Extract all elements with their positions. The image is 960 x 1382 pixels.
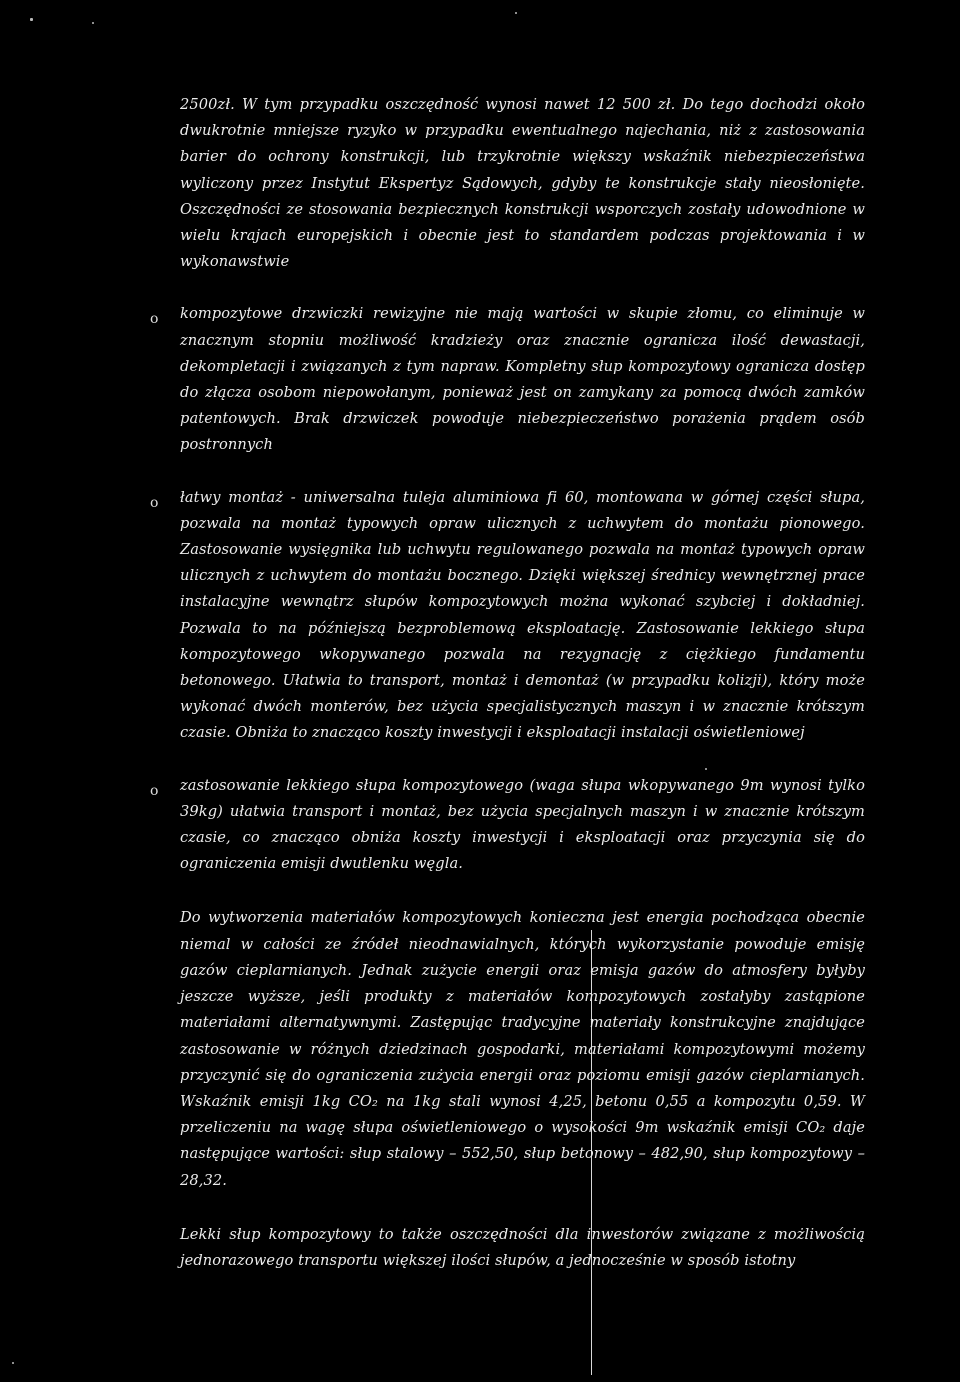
bullet-icon: o xyxy=(150,311,159,328)
list-item xyxy=(150,485,865,747)
list-item xyxy=(150,773,865,878)
document-body xyxy=(150,92,865,1274)
paragraph-energy: Do wytworzenia materiałów kompozytowych konieczna jest energia pochodząca obecnie niemal w całości ze źródeł nieodnawialnych, których wykorzystanie powoduje emisję gazów cieplarnianych. Jednak zużycie energii oraz emisja gazów do atmosfery byłyby jeszcze wyższe, jeśli produkty z materiałów kompozytowych zostałyby zastąpione materiałami alternatywnymi. Zastępując tradycyjne materiały konstrukcyjne znajdujące zastosowanie w różnych dziedzinach gospodarki, materiałami kompozytowymi możemy przyczynić się do ograniczenia zużycia energii oraz poziomu emisji gazów cieplarnianych. Wskaźnik emisji 1kg CO₂ na 1kg stali wynosi 4,25, betonu 0,55 a kompozytu 0,59. W przeliczeniu na wagę słupa oświetleniowego o wysokości 9m wskaźnik emisji CO₂ daje następujące wartości: słup stalowy – 552,50, słup betonowy – 482,90, słup kompozytowy – 28,32. xyxy=(180,909,865,1189)
bullet-icon: o xyxy=(150,782,159,799)
paragraph-intro: 2500zł. W tym przypadku oszczędność wynosi nawet 12 500 zł. Do tego dochodzi około dwukrotnie mniejsze ryzyko w przypadku ewentualnego najechania, niż z zastosowania barier do ochrony konstrukcji, lub trzykrotnie większy wskaźnik niebezpieczeństwa wyliczony przez Instytut Ekspertyz Sądowych, gdyby te konstrukcje stały nieosłonięte. Oszczędności ze stosowania bezpiecznych konstrukcji wsporczych zostały udowodnione w wielu krajach europejskich i obecnie jest to standardem podczas projektowania i w wykonawstwie xyxy=(180,96,865,271)
paragraph-closing: Lekki słup kompozytowy to także oszczędności dla inwestorów związane z możliwością jednorazowego transportu większej ilości słupów, a jednocześnie w sposób istotny xyxy=(180,1225,865,1269)
list-item-text: zastosowanie lekkiego słupa kompozytowego (waga słupa wkopywanego 9m wynosi tylko 39kg) ułatwia transport i montaż, bez użycia specjalnych maszyn i w znacznie krótszym czasie, co znacząco obniża koszty inwestycji i eksploatacji oraz przyczynia się do ograniczenia emisji dwutlenku węgla. xyxy=(180,776,865,873)
list-item xyxy=(150,301,865,458)
scan-speck xyxy=(12,1362,14,1364)
bullet-icon: o xyxy=(150,494,159,511)
list-item-text: kompozytowe drzwiczki rewizyjne nie mają wartości w skupie złomu, co eliminuje w znacznym stopniu możliwość kradzieży oraz znacznie ogranicza ilość dewastacji, dekompletacji i związanych z tym napraw. Kompletny słup kompozytowy ogranicza dostęp do złącza osobom niepowołanym, ponieważ jest on zamykany za pomocą dwóch zamków patentowych. Brak drzwiczek powoduje niebezpieczeństwo porażenia prądem osób postronnych xyxy=(180,305,865,454)
scan-speck xyxy=(30,18,33,21)
scan-speck xyxy=(515,12,517,14)
scan-speck xyxy=(92,22,94,24)
list-item-text: łatwy montaż - uniwersalna tuleja aluminiowa fi 60, montowana w górnej części słupa, pozwala na montaż typowych opraw ulicznych z uchwytem do montażu pionowego. Zastosowanie wysięgnika lub uchwytu regulowanego pozwala na montaż typowych opraw ulicznych z uchwytem do montażu bocznego. Dzięki większej średnicy wewnętrznej prace instalacyjne wewnątrz słupów kompozytowych można wykonać szybciej i dokładniej. Pozwala to na późniejszą bezproblemową eksploatację. Zastosowanie lekkiego słupa kompozytowego wkopywanego pozwala na rezygnację z ciężkiego fundamentu betonowego. Ułatwia to transport, montaż i demontaż (w przypadku kolizji), który może wykonać dwóch monterów, bez użycia specjalistycznych maszyn i w znacznie krótszym czasie. Obniża to znacząco koszty inwestycji i eksploatacji instalacji oświetleniowej xyxy=(180,488,865,742)
